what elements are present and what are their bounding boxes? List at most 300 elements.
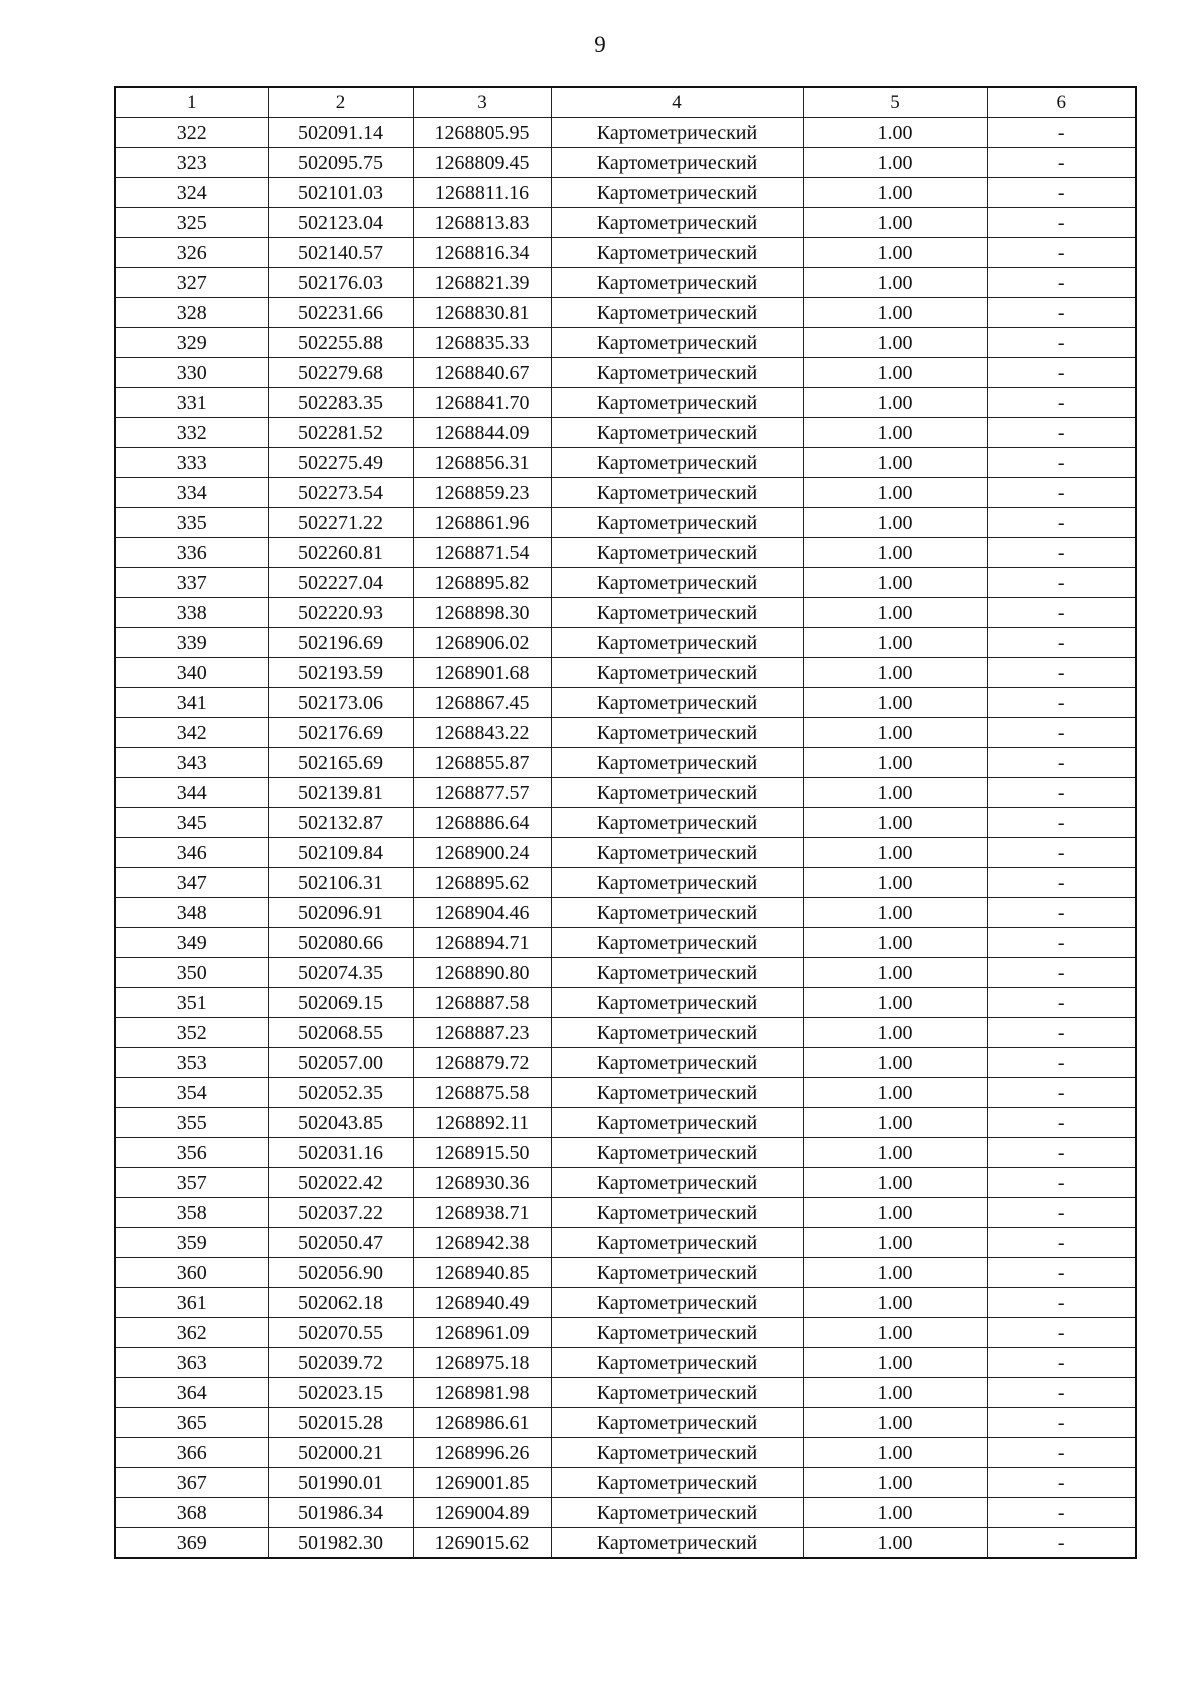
table-cell: Картометрический [551,478,803,508]
table-cell: - [987,358,1136,388]
table-cell: Картометрический [551,118,803,148]
table-cell: 323 [115,148,268,178]
table-cell: 502062.18 [268,1288,413,1318]
table-cell: Картометрический [551,238,803,268]
table-cell: 1268877.57 [413,778,551,808]
table-cell: 502074.35 [268,958,413,988]
table-cell: 337 [115,568,268,598]
table-cell: - [987,808,1136,838]
table-cell: 1268901.68 [413,658,551,688]
table-cell: 1.00 [803,1078,987,1108]
table-cell: 1.00 [803,148,987,178]
table-cell: 502070.55 [268,1318,413,1348]
table-cell: 1.00 [803,1288,987,1318]
table-cell: 1.00 [803,1108,987,1138]
header-row [115,87,1136,118]
table-cell: - [987,418,1136,448]
table-cell: Картометрический [551,1048,803,1078]
table-cell: 502279.68 [268,358,413,388]
table-cell: 1.00 [803,1228,987,1258]
table-cell: 502173.06 [268,688,413,718]
table-cell: 350 [115,958,268,988]
table-cell: - [987,628,1136,658]
table-cell: Картометрический [551,1018,803,1048]
table-cell: Картометрический [551,1318,803,1348]
table-cell: - [987,1318,1136,1348]
table-cell: - [987,748,1136,778]
table-cell: - [987,1048,1136,1078]
table-cell: 355 [115,1108,268,1138]
table-cell: - [987,868,1136,898]
table-cell: - [987,688,1136,718]
table-row [115,1498,1136,1528]
table-cell: 1268840.67 [413,358,551,388]
table-cell: Картометрический [551,1468,803,1498]
table-cell: 501982.30 [268,1528,413,1559]
table-cell: 1268887.23 [413,1018,551,1048]
table-cell: Картометрический [551,178,803,208]
table-cell: Картометрический [551,208,803,238]
table-cell: - [987,1078,1136,1108]
table-cell: 1269004.89 [413,1498,551,1528]
table-row [115,508,1136,538]
table-cell: 502271.22 [268,508,413,538]
table-row [115,868,1136,898]
table-cell: Картометрический [551,358,803,388]
table-cell: 1.00 [803,418,987,448]
table-cell: 502275.49 [268,448,413,478]
table-cell: Картометрический [551,1288,803,1318]
table-row [115,418,1136,448]
table-cell: Картометрический [551,298,803,328]
table-cell: Картометрический [551,1528,803,1559]
table-cell: 328 [115,298,268,328]
table-cell: 336 [115,538,268,568]
table-cell: 1.00 [803,1258,987,1288]
table-cell: 329 [115,328,268,358]
table-row [115,1258,1136,1288]
table-cell: 502056.90 [268,1258,413,1288]
table-row [115,598,1136,628]
table-cell: 1.00 [803,1438,987,1468]
table-cell: - [987,268,1136,298]
table-cell: 1.00 [803,118,987,148]
table-cell: 1268930.36 [413,1168,551,1198]
table-cell: 502193.59 [268,658,413,688]
table-cell: Картометрический [551,1078,803,1108]
table-cell: 1.00 [803,448,987,478]
table-cell: 1.00 [803,808,987,838]
table-cell: Картометрический [551,418,803,448]
table-cell: 366 [115,1438,268,1468]
table-cell: Картометрический [551,1378,803,1408]
header-cell: 6 [987,87,1136,118]
table-row [115,208,1136,238]
table-cell: - [987,478,1136,508]
table-cell: 1268843.22 [413,718,551,748]
table-cell: 1.00 [803,388,987,418]
table-cell: 502043.85 [268,1108,413,1138]
table-header [115,87,1136,118]
table-cell: 341 [115,688,268,718]
table-cell: - [987,118,1136,148]
table-cell: Картометрический [551,778,803,808]
table-cell: 1268940.85 [413,1258,551,1288]
table-cell: 1268887.58 [413,988,551,1018]
table-cell: 1.00 [803,748,987,778]
table-cell: 1268841.70 [413,388,551,418]
table-row [115,1528,1136,1559]
table-cell: - [987,208,1136,238]
table-cell: 1.00 [803,778,987,808]
table-cell: Картометрический [551,898,803,928]
table-cell: - [987,448,1136,478]
table-cell: 1268940.49 [413,1288,551,1318]
table-cell: - [987,1198,1136,1228]
table-cell: 343 [115,748,268,778]
table-cell: 1.00 [803,1408,987,1438]
table-cell: 1268871.54 [413,538,551,568]
table-cell: 364 [115,1378,268,1408]
table-cell: 502068.55 [268,1018,413,1048]
table-cell: Картометрический [551,508,803,538]
table-cell: Картометрический [551,628,803,658]
table-cell: 353 [115,1048,268,1078]
table-cell: 1268835.33 [413,328,551,358]
table-cell: - [987,1468,1136,1498]
table-cell: 346 [115,838,268,868]
table-cell: 365 [115,1408,268,1438]
coordinates-table [114,86,1137,1559]
table-cell: 1268861.96 [413,508,551,538]
table-cell: 1268886.64 [413,808,551,838]
table-cell: 361 [115,1288,268,1318]
table-cell: - [987,1258,1136,1288]
table-cell: Картометрический [551,868,803,898]
table-cell: 1268895.62 [413,868,551,898]
table-cell: Картометрический [551,1198,803,1228]
table-row [115,898,1136,928]
table-cell: 502080.66 [268,928,413,958]
table-cell: - [987,298,1136,328]
table-cell: Картометрический [551,388,803,418]
table-body [115,118,1136,1559]
table-cell: Картометрический [551,838,803,868]
table-row [115,1108,1136,1138]
table-row [115,958,1136,988]
table-cell: 502176.69 [268,718,413,748]
table-row [115,778,1136,808]
table-row [115,478,1136,508]
table-cell: - [987,538,1136,568]
table-cell: 1268855.87 [413,748,551,778]
table-cell: 1268811.16 [413,178,551,208]
table-cell: 360 [115,1258,268,1288]
table-cell: 1.00 [803,478,987,508]
table-cell: 1268961.09 [413,1318,551,1348]
page-number: 9 [594,32,606,57]
table-row [115,1438,1136,1468]
table-cell: 335 [115,508,268,538]
table-row [115,1198,1136,1228]
table-cell: 1.00 [803,508,987,538]
table-cell: - [987,658,1136,688]
table-cell: 502231.66 [268,298,413,328]
table-cell: 331 [115,388,268,418]
table-row [115,1378,1136,1408]
table-cell: 502095.75 [268,148,413,178]
table-cell: 356 [115,1138,268,1168]
table-row [115,1138,1136,1168]
table-cell: 502109.84 [268,838,413,868]
table-cell: 1268875.58 [413,1078,551,1108]
table-cell: 502015.28 [268,1408,413,1438]
table-cell: 502091.14 [268,118,413,148]
table-cell: 1269015.62 [413,1528,551,1559]
table-cell: Картометрический [551,1138,803,1168]
table-row [115,388,1136,418]
table-cell: - [987,1528,1136,1559]
table-cell: 1.00 [803,628,987,658]
table-row [115,1048,1136,1078]
table-cell: 1268856.31 [413,448,551,478]
table-row [115,988,1136,1018]
table-cell: Картометрический [551,688,803,718]
table-cell: 363 [115,1348,268,1378]
table-cell: - [987,328,1136,358]
table-cell: 367 [115,1468,268,1498]
table-cell: - [987,568,1136,598]
table-cell: 502176.03 [268,268,413,298]
table-cell: Картометрический [551,1228,803,1258]
table-cell: 1.00 [803,598,987,628]
table-cell: 340 [115,658,268,688]
table-cell: 1268813.83 [413,208,551,238]
table-row [115,568,1136,598]
table-cell: 338 [115,598,268,628]
table-cell: Картометрический [551,718,803,748]
table-cell: 1.00 [803,178,987,208]
table-cell: 1.00 [803,568,987,598]
header-cell: 4 [551,87,803,118]
table-cell: 332 [115,418,268,448]
table-cell: 1268844.09 [413,418,551,448]
table-cell: 1.00 [803,928,987,958]
table-cell: - [987,388,1136,418]
table-cell: 1.00 [803,1528,987,1559]
table-row [115,1018,1136,1048]
table-cell: 1268805.95 [413,118,551,148]
table-cell: 502022.42 [268,1168,413,1198]
header-cell: 1 [115,87,268,118]
table-row [115,1468,1136,1498]
table-row [115,1408,1136,1438]
table-cell: 322 [115,118,268,148]
table-cell: 502139.81 [268,778,413,808]
table-cell: 1.00 [803,1048,987,1078]
table-row [115,298,1136,328]
table-cell: - [987,1018,1136,1048]
table-cell: 1.00 [803,688,987,718]
table-cell: Картометрический [551,928,803,958]
table-row [115,148,1136,178]
table-cell: 502281.52 [268,418,413,448]
table-cell: 1268986.61 [413,1408,551,1438]
table-row [115,628,1136,658]
table-cell: Картометрический [551,958,803,988]
table-cell: - [987,508,1136,538]
table-row [115,1078,1136,1108]
table-cell: 1.00 [803,1138,987,1168]
table-cell: 502106.31 [268,868,413,898]
table-cell: 502273.54 [268,478,413,508]
table-cell: - [987,1168,1136,1198]
table-cell: 1.00 [803,898,987,928]
table-cell: 502132.87 [268,808,413,838]
table-cell: Картометрический [551,448,803,478]
table-cell: 359 [115,1228,268,1258]
header-cell: 2 [268,87,413,118]
table-cell: Картометрический [551,988,803,1018]
table-cell: 1.00 [803,358,987,388]
table-cell: 1268996.26 [413,1438,551,1468]
header-cell: 3 [413,87,551,118]
table-row [115,1318,1136,1348]
table-cell: 351 [115,988,268,1018]
table-cell: Картометрический [551,1438,803,1468]
table-cell: 502255.88 [268,328,413,358]
table-cell: - [987,148,1136,178]
table-cell: 502023.15 [268,1378,413,1408]
table-cell: 345 [115,808,268,838]
table-cell: Картометрический [551,658,803,688]
table-cell: 1.00 [803,1018,987,1048]
table-cell: - [987,1348,1136,1378]
table-cell: 1.00 [803,988,987,1018]
table-row [115,658,1136,688]
table-row [115,688,1136,718]
table-cell: 1268816.34 [413,238,551,268]
table-cell: 325 [115,208,268,238]
table-cell: 1.00 [803,328,987,358]
table-cell: - [987,598,1136,628]
table-cell: 369 [115,1528,268,1559]
table-cell: 1268904.46 [413,898,551,928]
table-row [115,928,1136,958]
table-cell: 1268981.98 [413,1378,551,1408]
table-cell: Картометрический [551,268,803,298]
table-cell: 502260.81 [268,538,413,568]
table-cell: - [987,778,1136,808]
table-cell: - [987,958,1136,988]
table-cell: Картометрический [551,1168,803,1198]
table-cell: Картометрический [551,538,803,568]
table-row [115,1348,1136,1378]
table-cell: 357 [115,1168,268,1198]
table-cell: 368 [115,1498,268,1528]
table-cell: Картометрический [551,1258,803,1288]
table-cell: 1268938.71 [413,1198,551,1228]
table-cell: 330 [115,358,268,388]
table-cell: Картометрический [551,328,803,358]
table-cell: - [987,238,1136,268]
table-cell: 502057.00 [268,1048,413,1078]
table-cell: - [987,178,1136,208]
table-cell: 1268821.39 [413,268,551,298]
table-cell: 502096.91 [268,898,413,928]
table-cell: 1268975.18 [413,1348,551,1378]
table-cell: 362 [115,1318,268,1348]
table-cell: - [987,1228,1136,1258]
table-cell: Картометрический [551,748,803,778]
table-cell: 1268894.71 [413,928,551,958]
table-cell: 1268892.11 [413,1108,551,1138]
table-cell: 333 [115,448,268,478]
table-cell: 1.00 [803,1498,987,1528]
table-row [115,748,1136,778]
table-cell: 347 [115,868,268,898]
table-cell: - [987,1498,1136,1528]
table-cell: - [987,1408,1136,1438]
table-cell: Картометрический [551,148,803,178]
table-cell: 334 [115,478,268,508]
table-cell: 1.00 [803,1318,987,1348]
table-row [115,448,1136,478]
table-cell: 501990.01 [268,1468,413,1498]
table-cell: - [987,988,1136,1018]
table-cell: 1.00 [803,1348,987,1378]
table-cell: 502101.03 [268,178,413,208]
table-cell: Картометрический [551,598,803,628]
table-cell: Картометрический [551,808,803,838]
table-cell: - [987,1138,1136,1168]
table-cell: 1.00 [803,268,987,298]
table-row [115,838,1136,868]
table-row [115,178,1136,208]
table-cell: 327 [115,268,268,298]
table-cell: Картометрический [551,568,803,598]
table-cell: 1.00 [803,658,987,688]
table-cell: Картометрический [551,1348,803,1378]
table-cell: 1268915.50 [413,1138,551,1168]
table-cell: - [987,1378,1136,1408]
table-cell: 1.00 [803,838,987,868]
table-cell: 1.00 [803,1198,987,1228]
table-cell: Картометрический [551,1498,803,1528]
table-cell: 1268906.02 [413,628,551,658]
table-cell: - [987,1438,1136,1468]
table-cell: 502050.47 [268,1228,413,1258]
table-row [115,538,1136,568]
table-cell: 349 [115,928,268,958]
table-cell: - [987,898,1136,928]
table-cell: 1.00 [803,238,987,268]
table-cell: 1268890.80 [413,958,551,988]
table-row [115,268,1136,298]
table-cell: - [987,1288,1136,1318]
table-cell: 502000.21 [268,1438,413,1468]
table-cell: 354 [115,1078,268,1108]
table-row [115,1228,1136,1258]
table-row [115,358,1136,388]
table-cell: 1269001.85 [413,1468,551,1498]
table-cell: 1268900.24 [413,838,551,868]
table-cell: 1268879.72 [413,1048,551,1078]
table-row [115,238,1136,268]
table-cell: 1268895.82 [413,568,551,598]
table-cell: - [987,1108,1136,1138]
table-cell: 502069.15 [268,988,413,1018]
